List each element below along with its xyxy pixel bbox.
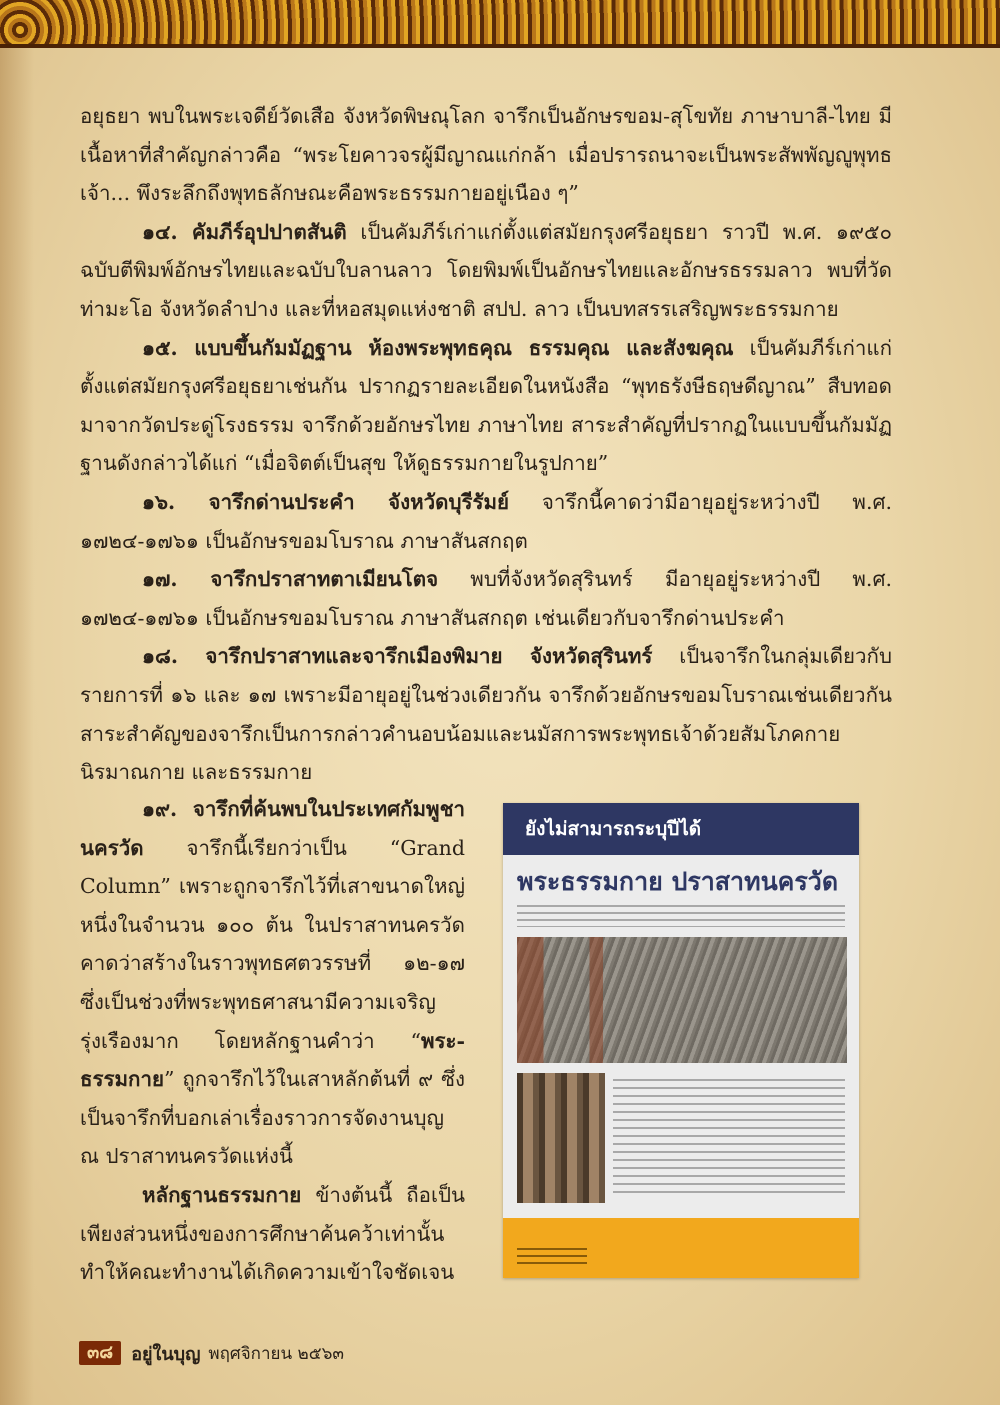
paragraph-15-title: ๑๕. แบบขึ้นกัมมัฏฐาน ห้องพระพุทธคุณ ธรรมคุณ และสังฆคุณ <box>142 335 734 360</box>
decorative-left-edge <box>0 48 34 1405</box>
paragraph-15-body: เป็นคัมภีร์เก่าแก่ตั้งแต่สมัยกรุงศรีอยุธยาเช่นกัน ปรากฏรายละเอียดในหนังสือ “พุทธรังษีธฤษดีญาณ” สืบทอดมาจากวัดประดู่โรงธรรม จารึกด้วยอักษรไทย ภาษาไทย สาระสำคัญที่ปรากฏในแบบขึ้นกัมมัฏฐานดังกล่าวได้แก่ “เมื่อจิตต์เป็นสุข ให้ดูธรรมกายในรูปกาย” <box>80 335 892 476</box>
cover-caption-lines <box>517 905 845 927</box>
inscription-photo <box>517 937 847 1063</box>
paragraph-18-body: เป็นจารึกในกลุ่มเดียวกับรายการที่ ๑๖ และ ๑๗ เพราะมีอายุอยู่ในช่วงเดียวกัน จารึกด้วยอักษรขอมโบราณเช่นเดียวกัน สาระสำคัญของจารึกเป็นการกล่าวคำนอบน้อมและนมัสการพระพุทธเจ้าด้วยสัมโภคกาย <box>80 644 892 746</box>
cover-body-text-lines <box>613 1079 845 1199</box>
paragraph-16-body: จารึกนี้คาดว่ามีอายุอยู่ระหว่างปี พ.ศ. ๑๗๒๔-๑๗๖๑ เป็นอักษรขอมโบราณ ภาษาสันสกฤต <box>80 489 892 553</box>
paragraph-17-body: พบที่จังหวัดสุรินทร์ มีอายุอยู่ระหว่างปี พ.ศ. ๑๗๒๔-๑๗๖๑ เป็นอักษรขอมโบราณ ภาษาสันสกฤต เช่นเดียวกับจารึกด่านประคำ <box>80 567 892 630</box>
main-article-text <box>80 97 892 753</box>
paragraph-16-title: ๑๖. จารึกด่านประคำ จังหวัดบุรีรัมย์ <box>142 489 510 514</box>
paragraph-18-ending: นิรมาณกาย และธรรมกาย <box>80 760 313 784</box>
paragraph-20-body: ข้างต้นนี้ ถือเป็นเพียงส่วนหนึ่งของการศึกษาค้นคว้าเท่านั้น ทำให้คณะทำงานได้เกิดความเข้าใจชัดเจน <box>80 1182 465 1285</box>
paragraph-15 <box>80 329 892 483</box>
angkor-columns-photo <box>517 1073 605 1203</box>
paragraph-17 <box>80 560 892 637</box>
paragraph-20 <box>80 1176 465 1292</box>
book-cover-image <box>503 803 859 1278</box>
paragraph-19-body-b: ” ถูกจารึกไว้ในเสาหลักต้นที่ ๙ ซึ่งเป็นจารึกที่บอกเล่าเรื่องราวการจัดงานบุญ ณ ปราสาทนครวัดแห่งนี้ <box>80 1067 465 1169</box>
paragraph-19-title: ๑๙. จารึกที่ค้นพบในประเทศกัมพูชา นครวัด <box>80 797 465 860</box>
paragraph-18-title: ๑๘. จารึกปราสาทและจารึกเมืองพิมาย จังหวัดสุรินทร์ <box>142 644 653 669</box>
paragraph-18 <box>80 637 892 753</box>
magazine-name: อยู่ในบุญ <box>131 1343 201 1365</box>
paragraph-14-body: เป็นคัมภีร์เก่าแก่ตั้งแต่สมัยกรุงศรีอยุธยา ราวปี พ.ศ. ๑๙๕๐ ฉบับตีพิมพ์อักษรไทยและฉบับใบลานลาว โดยพิมพ์เป็นอักษรไทยและอักษรธรรมลาว พบที่วัดท่ามะโอ จังหวัดลำปาง และที่หอสมุดแห่งชาติ สปป. ลาว เป็นบทสรรเสริญพระธรรมกาย <box>80 219 892 321</box>
issue-date: พฤศจิกายน ๒๕๖๓ <box>208 1343 344 1364</box>
cover-title: พระธรรมกาย ปราสาทนครวัด <box>517 867 839 896</box>
cover-footer-band <box>503 1218 859 1278</box>
paragraph-14-title: ๑๔. คัมภีร์อุปปาตสันติ <box>142 219 347 244</box>
cover-footer-text-lines <box>517 1248 587 1264</box>
paragraph-intro: อยุธยา พบในพระเจดีย์วัดเสือ จังหวัดพิษณุโลก จารึกเป็นอักษรขอม-สุโขทัย ภาษาบาลี-ไทย มีเนื้อหาที่สำคัญกล่าวคือ “พระโยคาวจรผู้มีญาณแก่กล้า เมื่อปรารถนาจะเป็นพระสัพพัญญูพุทธเจ้า... พึงระลึกถึงพุทธลักษณะคือพระธรรมกายอยู่เนือง ๆ” <box>80 104 892 206</box>
paragraph-14 <box>80 213 892 329</box>
paragraph-20-title: หลักฐานธรรมกาย <box>142 1182 302 1207</box>
left-column-text <box>80 790 465 1292</box>
decorative-top-border <box>0 0 1000 48</box>
page-number: ๓๘ <box>79 1341 121 1365</box>
paragraph-19-bold-word: พระ-ธรรมกาย <box>80 1028 465 1092</box>
paragraph-19-body-a: จารึกนี้เรียกว่าเป็น “Grand Column” เพราะถูกจารึกไว้ที่เสาขนาดใหญ่หนึ่งในจำนวน ๑๐๐ ต้น ในปราสาทนครวัด คาดว่าสร้างในราวพุทธศตวรรษที่ ๑๒-๑๗ ซึ่งเป็นช่วงที่พระพุทธศาสนามีความเจริญรุ่งเรืองมาก โดยหลักฐานคำว่า “ <box>80 835 465 1053</box>
paragraph-19 <box>80 790 465 1176</box>
page-footer <box>79 1341 344 1365</box>
paragraph-16 <box>80 483 892 560</box>
paragraph-17-title: ๑๗. จารึกปราสาทตาเมียนโตจ <box>142 567 439 592</box>
cover-banner: ยังไม่สามารถระบุปีได้ <box>503 803 859 855</box>
